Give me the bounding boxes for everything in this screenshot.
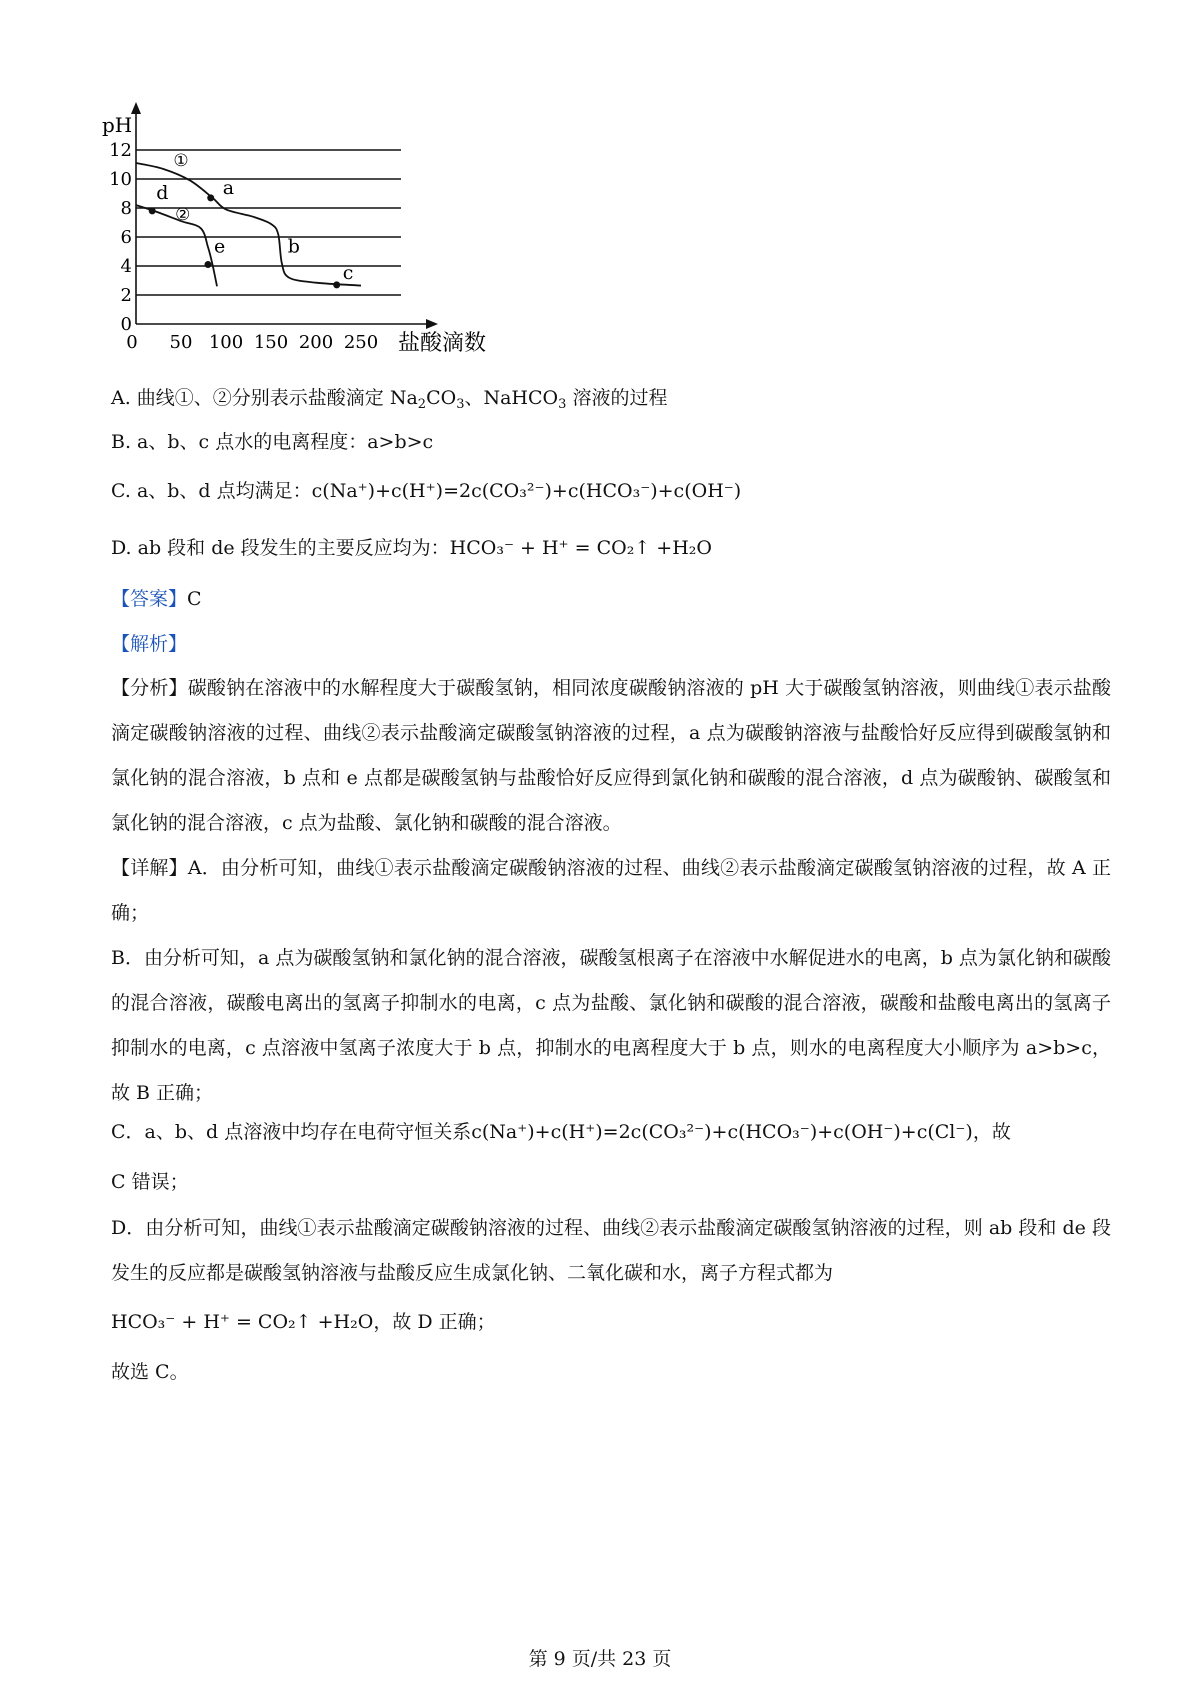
reaction-equation-2: HCO₃⁻ + H⁺ = CO₂↑ +H₂O: [111, 1311, 374, 1333]
chart-points: [149, 177, 354, 289]
x-tick-label: 150: [253, 332, 289, 353]
detail-d-paragraph: D．由分析可知，曲线①表示盐酸滴定碳酸钠溶液的过程、曲线②表示盐酸滴定碳酸氢钠溶液的过程，则 ab 段和 de 段发生的反应都是碳酸氢钠溶液与盐酸反应生成氯化钠、二氧化碳和水，离子方程式都为: [111, 1217, 1111, 1284]
y-axis-label: pH: [102, 113, 133, 137]
point-e: [205, 261, 212, 268]
option-b: B. a、b、c 点水的电离程度：a>b>c: [111, 431, 434, 453]
page-footer: 第 9 页/共 23 页: [528, 1648, 672, 1670]
answer-label: 【答案】: [111, 588, 188, 610]
y-tick-label: 12: [109, 140, 132, 161]
detail-c-line: C．a、b、d 点溶液中均存在电荷守恒关系c(Na⁺)+c(H⁺)=2c(CO₃²⁻)+c(HCO₃⁻)+c(OH⁻)+c(Cl⁻)，故: [111, 1121, 1011, 1143]
option-a: A. 曲线①、②分别表示盐酸滴定 $Na_2CO_3$、NaHCO$_3$ 溶液的过程: [111, 387, 668, 412]
answer-line: [111, 583, 202, 615]
point-label-c: c: [342, 261, 354, 284]
y-tick-label: 0: [120, 314, 132, 335]
chart-ticks: [109, 140, 378, 353]
x-tick-label: 50: [169, 332, 193, 353]
y-tick-label: 2: [120, 285, 132, 306]
point-label-d: d: [156, 181, 169, 204]
detail-c-line2: C 错误；: [111, 1171, 189, 1193]
y-tick-label: 4: [120, 256, 132, 277]
y-tick-label: 8: [120, 198, 132, 219]
analysis-paragraph: 【分析】碳酸钠在溶液中的水解程度大于碳酸氢钠，相同浓度碳酸钠溶液的 pH 大于碳酸氢钠溶液，则曲线①表示盐酸滴定碳酸钠溶液的过程、曲线②表示盐酸滴定碳酸氢钠溶液的过程，a 点为碳酸钠溶液与盐酸恰好反应得到碳酸氢钠和氯化钠的混合溶液，b 点和 e 点都是碳酸氢钠与盐酸恰好反应得到氯化钠和碳酸的混合溶液，d 点为碳酸钠、碳酸氢和氯化钠的混合溶液，c 点为盐酸、氯化钠和碳酸的混合溶液。: [111, 677, 1111, 834]
x-tick-label: 200: [298, 332, 334, 353]
series-label: ②: [175, 204, 191, 225]
x-tick-label: 250: [343, 332, 379, 353]
answer-value: C: [187, 588, 202, 610]
detail-b-paragraph: B．由分析可知，a 点为碳酸氢钠和氯化钠的混合溶液，碳酸氢根离子在溶液中水解促进水的电离，b 点为氯化钠和碳酸的混合溶液，碳酸电离出的氢离子抑制水的电离，c 点为盐酸、氯化钠和碳酸的混合溶液，碳酸和盐酸电离出的氢离子抑制水的电离，c 点溶液中氢离子浓度大于 b 点，抑制水的电离程度大于 b 点，则水的电离程度大小顺序为 a>b>c，故 B 正确；: [111, 947, 1111, 1104]
titration-chart: [100, 100, 540, 400]
y-axis-arrow: [131, 102, 141, 114]
x-axis-label: 盐酸滴数: [398, 331, 487, 356]
series-label: ①: [173, 151, 189, 172]
analysis-label: 【解析】: [111, 633, 188, 655]
point-label-e: e: [214, 235, 226, 258]
y-tick-label: 6: [120, 227, 132, 248]
x-axis-arrow: [426, 319, 438, 329]
point-c: [333, 281, 340, 288]
y-tick-label: 10: [109, 169, 132, 190]
option-c: C. a、b、d 点均满足：c(Na⁺)+c(H⁺)=2c(CO₃²⁻)+c(HCO₃⁻)+c(OH⁻): [111, 480, 742, 502]
conclusion: 故选 C。: [111, 1361, 189, 1383]
x-tick-label: 0: [126, 332, 138, 353]
option-d: D. ab 段和 de 段发生的主要反应均为：HCO₃⁻ + H⁺ = CO₂↑ +H₂O: [111, 537, 712, 559]
point-label-b: b: [287, 235, 300, 258]
reaction-equation: HCO₃⁻ + H⁺ = CO₂↑ +H₂O: [449, 537, 712, 559]
charge-balance-full: c(Na⁺)+c(H⁺)=2c(CO₃²⁻)+c(HCO₃⁻)+c(OH⁻)+c(Cl⁻): [471, 1121, 973, 1143]
curve-1: [136, 163, 361, 286]
detail-a-paragraph: 【详解】A．由分析可知，曲线①表示盐酸滴定碳酸钠溶液的过程、曲线②表示盐酸滴定碳酸氢钠溶液的过程，故 A 正确；: [111, 857, 1111, 924]
point-d: [149, 207, 156, 214]
point-a: [207, 194, 214, 201]
detail-d-equation-line: HCO₃⁻ + H⁺ = CO₂↑ +H₂O，故 D 正确；: [111, 1311, 496, 1333]
charge-balance-expression: c(Na⁺)+c(H⁺)=2c(CO₃²⁻)+c(HCO₃⁻)+c(OH⁻): [311, 480, 742, 502]
point-label-a: a: [222, 176, 235, 199]
x-tick-label: 100: [208, 332, 244, 353]
